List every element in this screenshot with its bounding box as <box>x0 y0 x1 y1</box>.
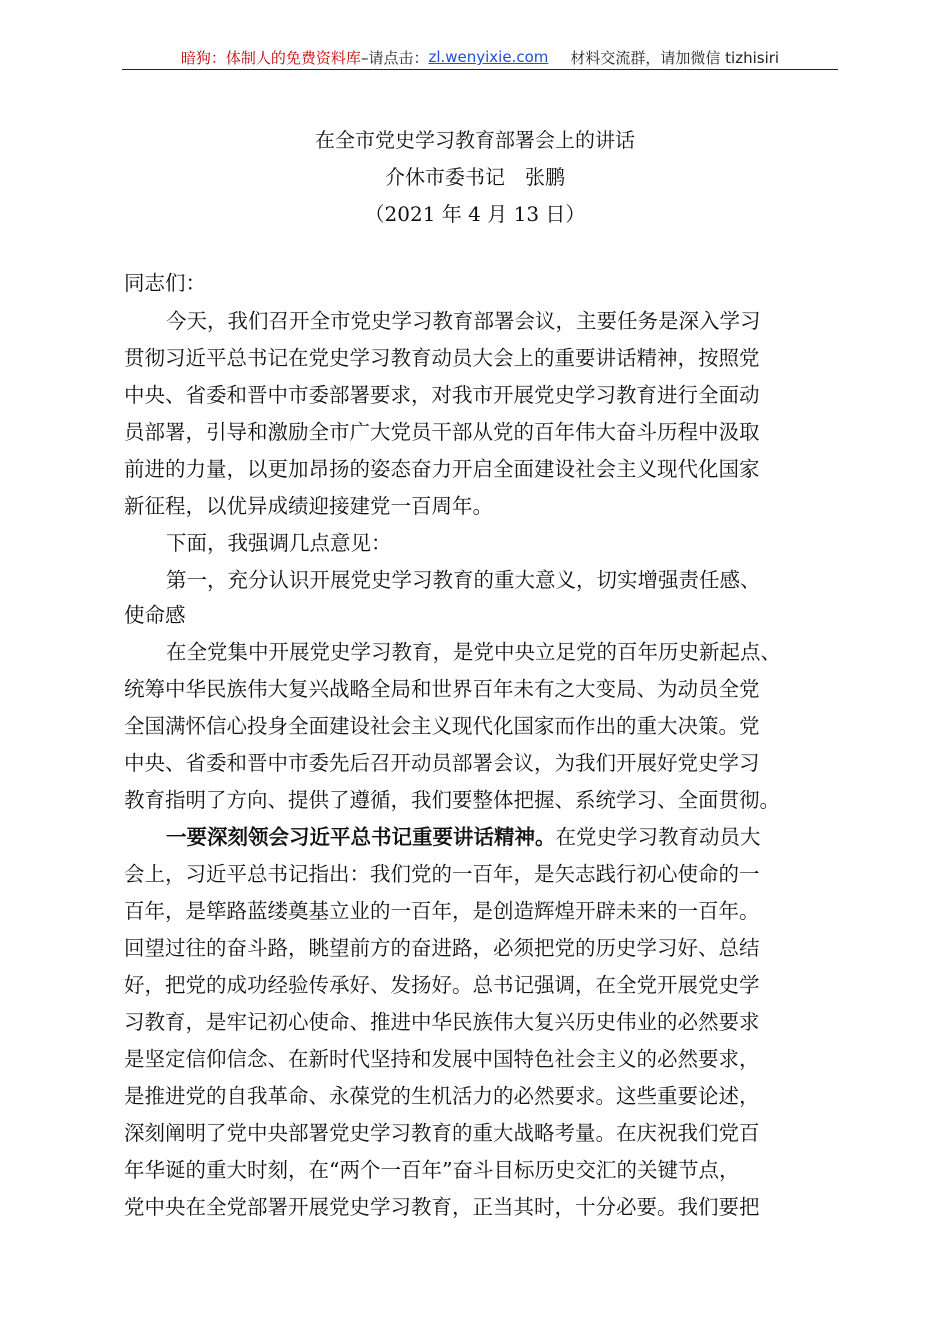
greeting: 同志们： <box>124 271 206 295</box>
header-prompt: –请点击： <box>360 48 429 67</box>
header-contact: 材料交流群，请加微信 tizhisiri <box>570 48 780 67</box>
paragraph-line: 党中央在全党部署开展党史学习教育，正当其时，十分必要。我们要把 <box>124 1195 760 1219</box>
paragraph-line: 中央、省委和晋中市委先后召开动员部署会议，为我们开展好党史学习 <box>124 751 760 775</box>
watermark-header <box>122 46 838 68</box>
paragraph-line: 好，把党的成功经验传承好、发扬好。总书记强调，在全党开展党史学 <box>124 973 760 997</box>
section-heading: 使命感 <box>124 603 186 627</box>
header-link[interactable]: zl.wenyixie.com <box>428 48 549 66</box>
bold-lead: 一要深刻领会习近平总书记重要讲话精神。 <box>166 825 556 849</box>
paragraph-line <box>166 822 882 852</box>
header-divider <box>122 69 838 70</box>
paragraph-line: 中央、省委和晋中市委部署要求，对我市开展党史学习教育进行全面动 <box>124 383 760 407</box>
paragraph-line: 习教育，是牢记初心使命、推进中华民族伟大复兴历史伟业的必然要求 <box>124 1010 760 1034</box>
paragraph-line: 百年，是筚路蓝缕奠基立业的一百年，是创造辉煌开辟未来的一百年。 <box>124 899 760 923</box>
paragraph-line: 前进的力量，以更加昂扬的姿态奋力开启全面建设社会主义现代化国家 <box>124 457 760 481</box>
paragraph-line: 统筹中华民族伟大复兴战略全局和世界百年未有之大变局、为动员全党 <box>124 677 760 701</box>
paragraph-line: 新征程，以优异成绩迎接建党一百周年。 <box>124 494 493 518</box>
paragraph-line: 回望过往的奋斗路，眺望前方的奋进路，必须把党的历史学习好、总结 <box>124 936 760 960</box>
document-author: 介休市委书记 张鹏 <box>385 165 565 189</box>
paragraph-line: 深刻阐明了党中央部署党史学习教育的重大战略考量。在庆祝我们党百 <box>124 1121 760 1145</box>
document-title: 在全市党史学习教育部署会上的讲话 <box>315 128 635 152</box>
paragraph-line: 是坚定信仰信念、在新时代坚持和发展中国特色社会主义的必然要求， <box>124 1047 760 1071</box>
paragraph-line: 是推进党的自我革命、永葆党的生机活力的必然要求。这些重要论述， <box>124 1084 760 1108</box>
lead-continuation: 在党史学习教育动员大 <box>555 825 761 849</box>
paragraph-line: 贯彻习近平总书记在党史学习教育动员大会上的重要讲话精神，按照党 <box>124 346 760 370</box>
paragraph-line: 下面，我强调几点意见： <box>166 531 392 555</box>
section-heading: 第一，充分认识开展党史学习教育的重大意义，切实增强责任感、 <box>166 568 761 592</box>
paragraph-line: 今天，我们召开全市党史学习教育部署会议，主要任务是深入学习 <box>166 309 761 333</box>
paragraph-line: 在全党集中开展党史学习教育，是党中央立足党的百年历史新起点、 <box>166 640 781 664</box>
paragraph-line: 员部署，引导和激励全市广大党员干部从党的百年伟大奋斗历程中汲取 <box>124 420 760 444</box>
paragraph-line: 全国满怀信心投身全面建设社会主义现代化国家而作出的重大决策。党 <box>124 714 760 738</box>
document-date: （2021 年 4 月 13 日） <box>364 202 586 226</box>
paragraph-line: 会上，习近平总书记指出：我们党的一百年，是矢志践行初心使命的一 <box>124 862 760 886</box>
paragraph-line: 教育指明了方向、提供了遵循，我们要整体把握、系统学习、全面贯彻。 <box>124 788 780 812</box>
header-brand: 暗狗：体制人的免费资料库 <box>180 48 361 67</box>
paragraph-line: 年华诞的重大时刻，在“两个一百年”奋斗目标历史交汇的关键节点， <box>124 1158 740 1182</box>
